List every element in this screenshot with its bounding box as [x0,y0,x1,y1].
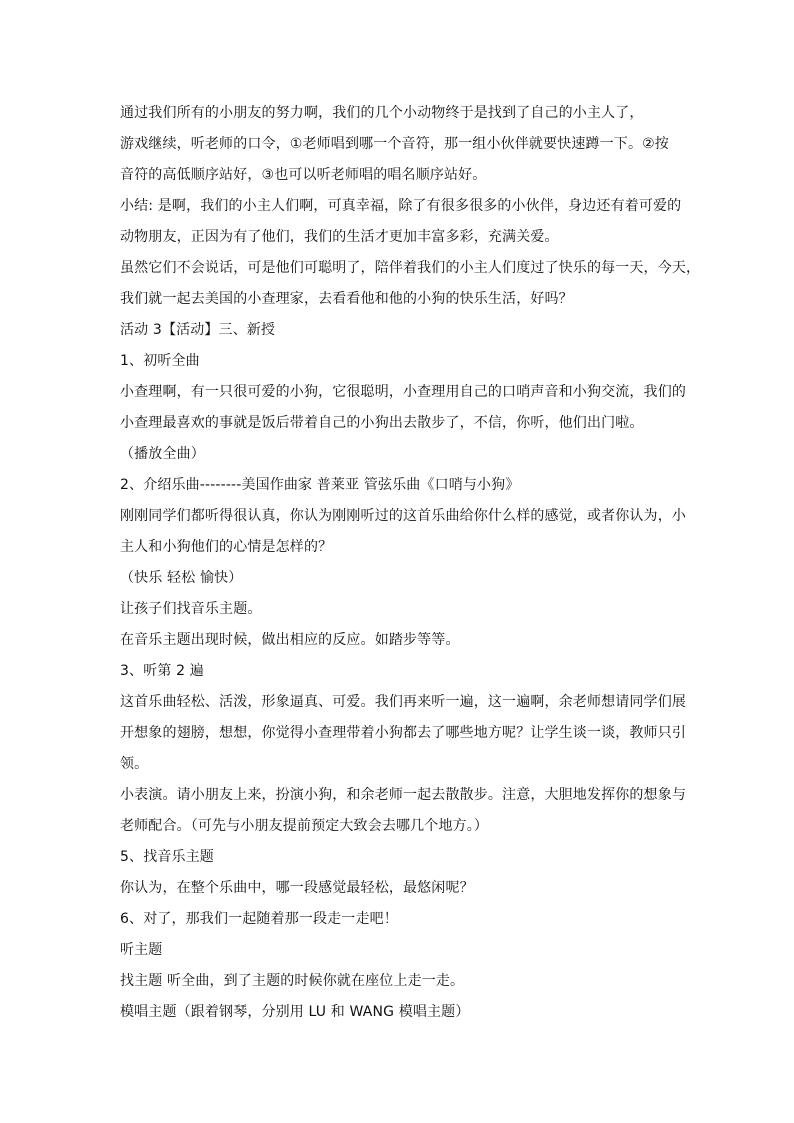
document-body [120,98,701,1028]
text-line: 刚刚同学们都听得很认真，你认为刚刚听过的这首乐曲给你什么样的感觉，或者你认为，小 [120,508,686,524]
text-line: 小结: 是啊，我们的小主人们啊，可真幸福，除了有很多很多的小伙伴，身边还有着可爱的 [120,198,682,214]
text-line: 找主题 听全曲，到了主题的时候你就在座位上走一走。 [120,973,465,989]
text-line: 听主题 [120,942,163,958]
subsection-heading: 1、初听全曲 [120,353,200,369]
text-line: 模唱主题（跟着钢琴，分别用 LU 和 WANG 模唱主题） [120,1004,470,1020]
text-line: 主人和小狗他们的心情是怎样的？ [120,539,333,555]
text-line: 通过我们所有的小朋友的努力啊，我们的几个小动物终于是找到了自己的小主人了， [120,105,644,121]
subsection-heading: 3、听第 2 遍 [120,663,204,679]
text-line: 让孩子们找音乐主题。 [120,601,262,617]
text-line: 虽然它们不会说话，可是他们可聪明了，陪伴着我们的小主人们度过了快乐的每一天，今天， [120,260,701,276]
section-heading: 活动 3【活动】三、新授 [120,322,276,338]
text-line: 小表演。请小朋友上来，扮演小狗，和余老师一起去散散步。注意，大胆地发挥你的想象与 [120,787,686,803]
text-line: 在音乐主题出现时候，做出相应的反应。如踏步等等。 [120,632,460,648]
text-line: 开想象的翅膀，想想，你觉得小查理带着小狗都去了哪些地方呢？让学生谈一谈，教师只引 [120,725,686,741]
text-line: （播放全曲） [120,446,205,462]
text-line: 动物朋友，正因为有了他们，我们的生活才更加丰富多彩，充满关爱。 [120,229,559,245]
subsection-heading: 2、介绍乐曲--------美国作曲家 普莱亚 管弦乐曲《口哨与小狗》 [120,477,520,493]
text-line: （快乐 轻松 愉快） [120,570,243,586]
text-line: 领。 [120,756,149,772]
text-line: 你认为，在整个乐曲中，哪一段感觉最轻松，最悠闲呢？ [120,880,474,896]
subsection-heading: 6、对了，那我们一起随着那一段走一走吧！ [120,911,398,927]
subsection-heading: 5、找音乐主题 [120,849,214,865]
text-line: 小查理啊，有一只很可爱的小狗，它很聪明，小查理用自己的口哨声音和小狗交流，我们的 [120,384,686,400]
text-line: 小查理最喜欢的事就是饭后带着自己的小狗出去散步了，不信，你听，他们出门啦。 [120,415,644,431]
text-line: 游戏继续，听老师的口令，①老师唱到哪一个音符，那一组小伙伴就要快速蹲一下。②按 [120,136,669,152]
text-line: 我们就一起去美国的小查理家，去看看他和他的小狗的快乐生活，好吗？ [120,291,573,307]
text-line: 老师配合。（可先与小朋友提前预定大致会去哪几个地方。） [120,818,489,834]
text-line: 这首乐曲轻松、活泼，形象逼真、可爱。我们再来听一遍，这一遍啊，余老师想请同学们展 [120,694,686,710]
text-line: 音符的高低顺序站好，③也可以听老师唱的唱名顺序站好。 [120,167,487,183]
